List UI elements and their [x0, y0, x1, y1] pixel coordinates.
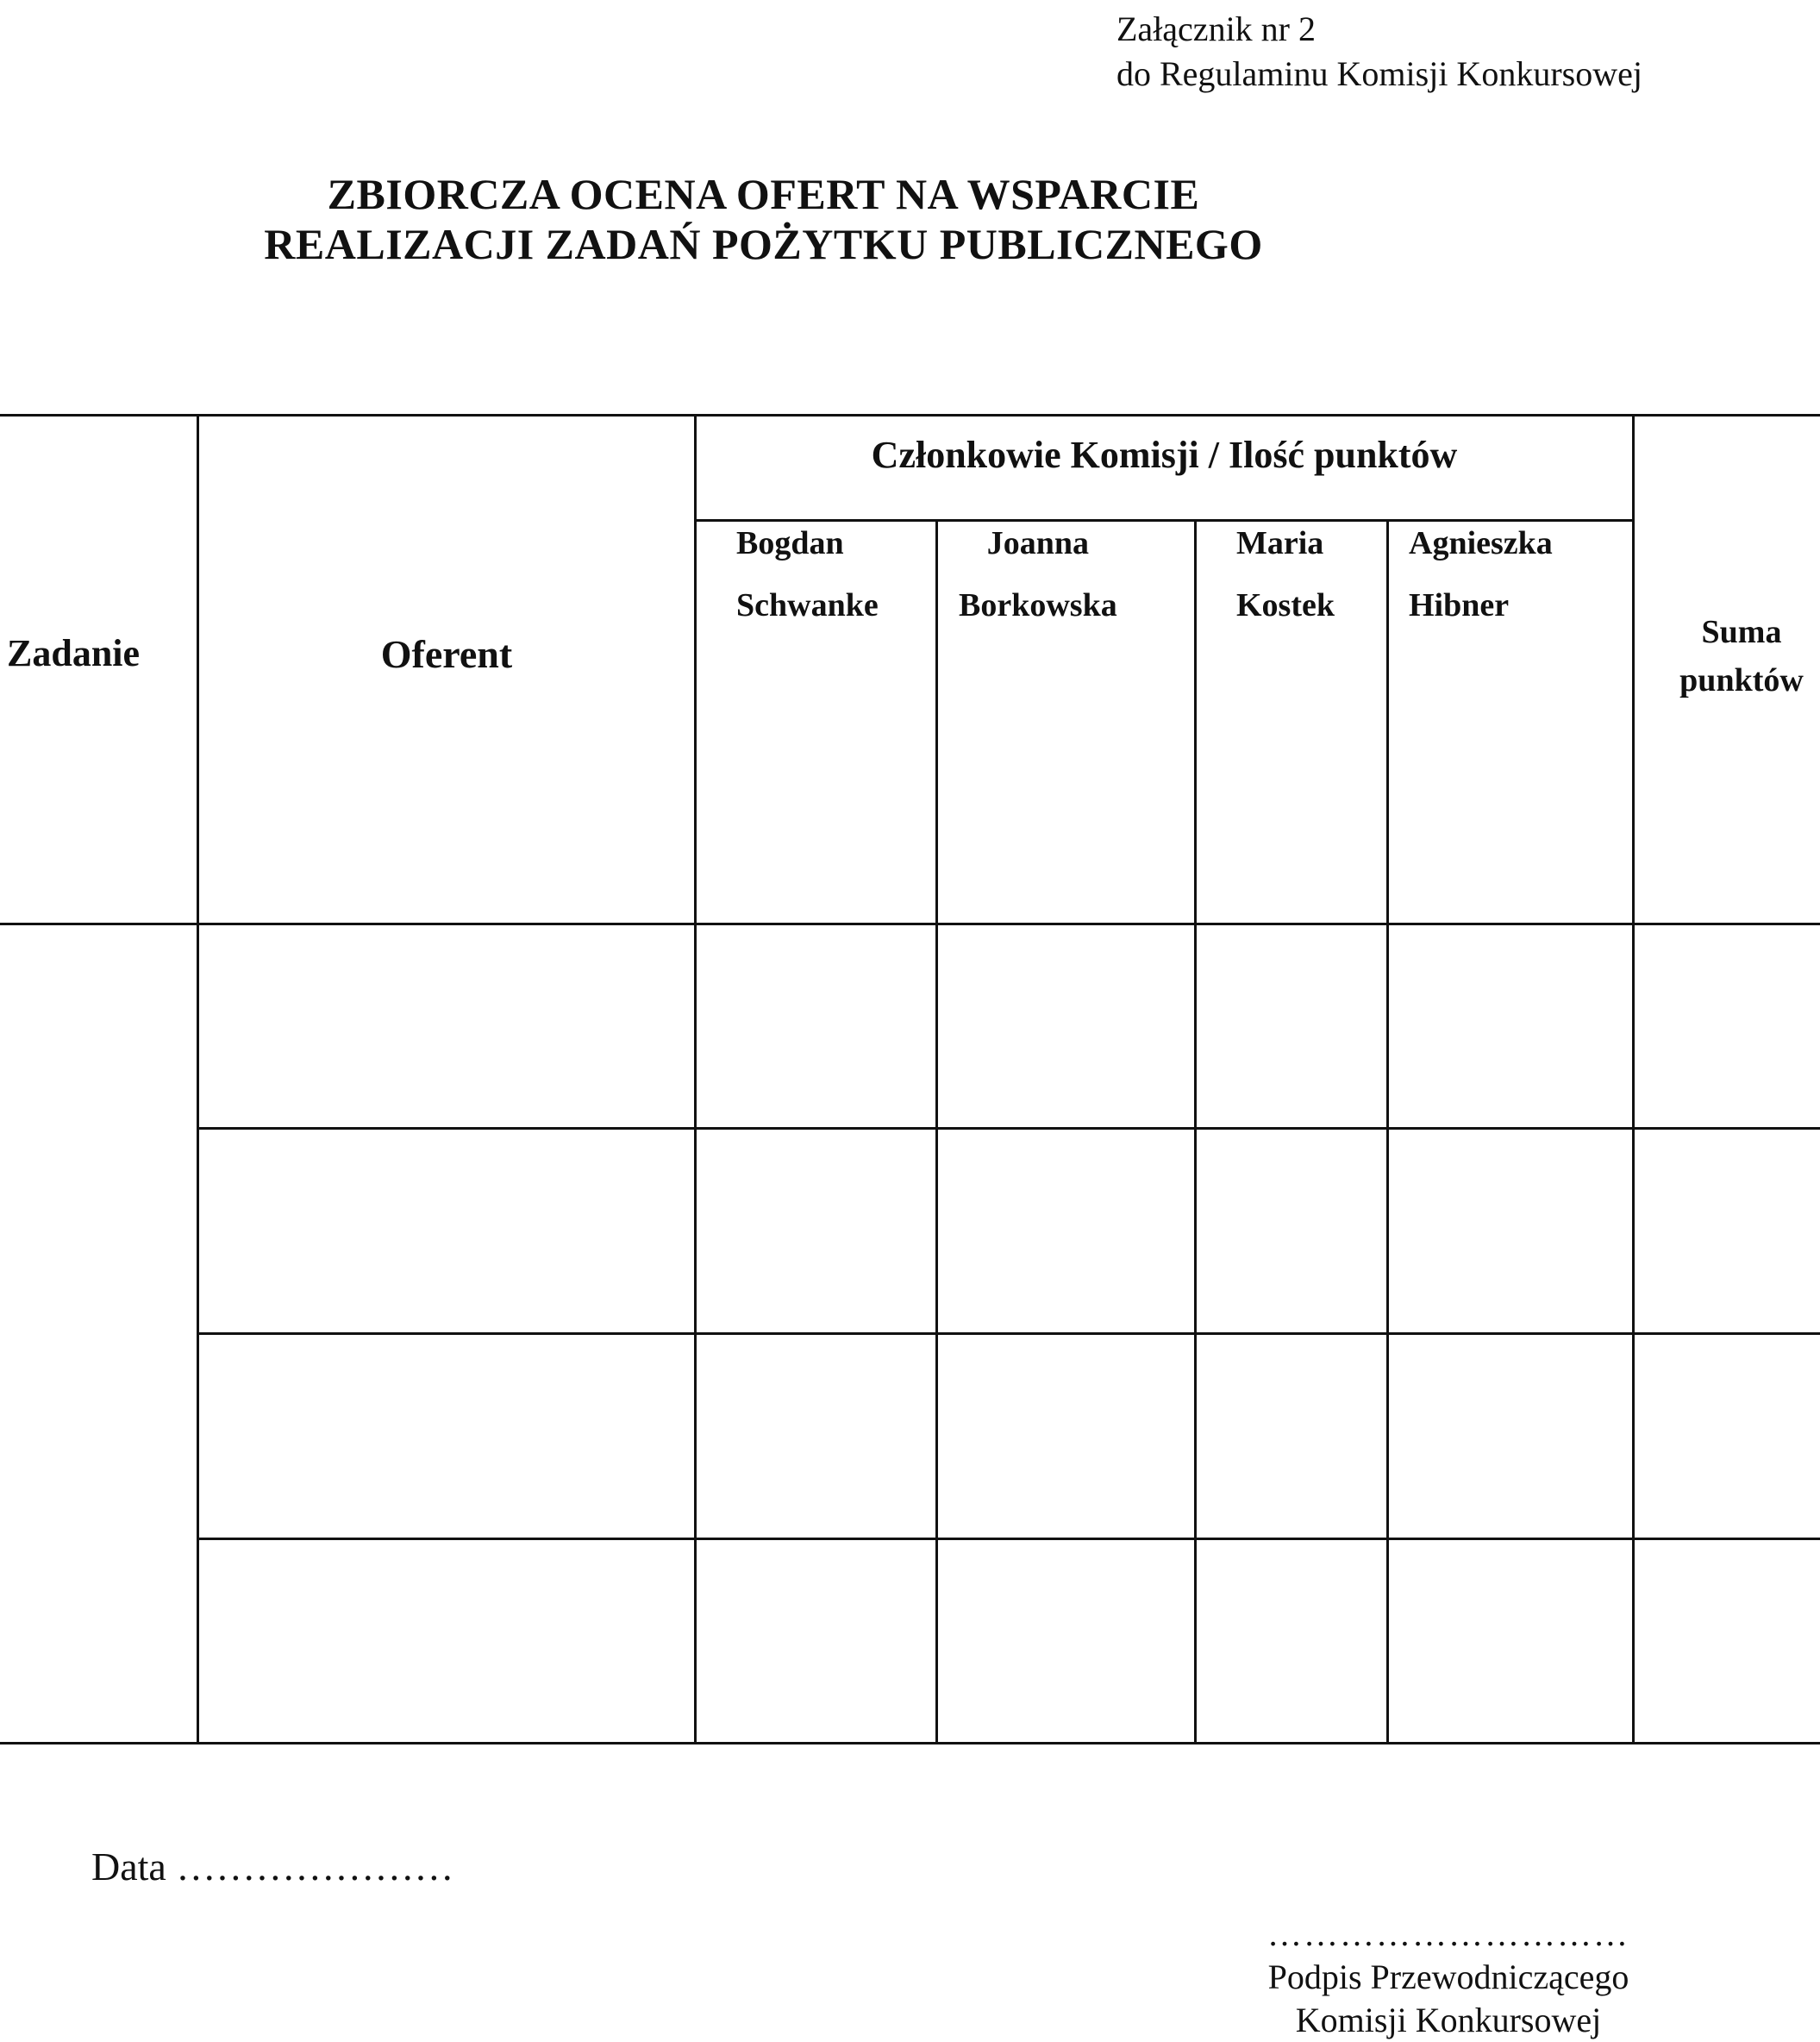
signature-label-line-1: Podpis Przewodniczącego	[1267, 1957, 1629, 1996]
table-row[interactable]	[199, 1130, 1820, 1332]
annex-note	[1116, 7, 1642, 97]
member-1-last-name: Schwanke	[736, 587, 879, 623]
member-2-name	[959, 512, 1117, 636]
date-field[interactable]: Data …………………	[91, 1845, 454, 1889]
signature-line[interactable]: …………………………	[1267, 1914, 1629, 1953]
member-3-last-name: Kostek	[1236, 587, 1335, 623]
document-title-line-2: REALIZACJI ZADAŃ POŻYTKU PUBLICZNEGO	[264, 220, 1263, 268]
table-row[interactable]	[199, 925, 1820, 1127]
member-2-first-name: Joanna	[986, 525, 1089, 561]
annex-line-1: Załącznik nr 2	[1116, 9, 1316, 48]
header-task: Zadanie	[7, 632, 141, 674]
member-4-last-name: Hibner	[1409, 587, 1510, 623]
member-3-name	[1236, 512, 1335, 636]
signature-label-line-2: Komisji Konkursowej	[1295, 2001, 1602, 2039]
chair-signature-block	[1241, 1913, 1655, 2042]
member-4-name	[1409, 512, 1553, 636]
header-sum	[1635, 608, 1820, 705]
member-2-last-name: Borkowska	[959, 587, 1117, 623]
table-top-border	[0, 414, 1820, 417]
header-sum-line-2: punktów	[1679, 662, 1804, 698]
table-bottom-border	[0, 1742, 1820, 1744]
member-3-first-name: Maria	[1236, 525, 1324, 561]
annex-line-2: do Regulaminu Komisji Konkursowej	[1116, 54, 1642, 93]
header-members: Członkowie Komisji / Ilość punktów	[871, 434, 1458, 476]
header-sum-line-1: Suma	[1701, 614, 1782, 650]
header-bidder: Oferent	[380, 632, 513, 676]
document-title-line-1: ZBIORCZA OCENA OFERT NA WSPARCIE	[327, 170, 1200, 218]
member-1-name	[736, 512, 879, 636]
table-row[interactable]	[199, 1335, 1820, 1538]
member-4-first-name: Agnieszka	[1409, 525, 1553, 561]
table-row[interactable]	[199, 1540, 1820, 1742]
member-1-first-name: Bogdan	[736, 525, 844, 561]
